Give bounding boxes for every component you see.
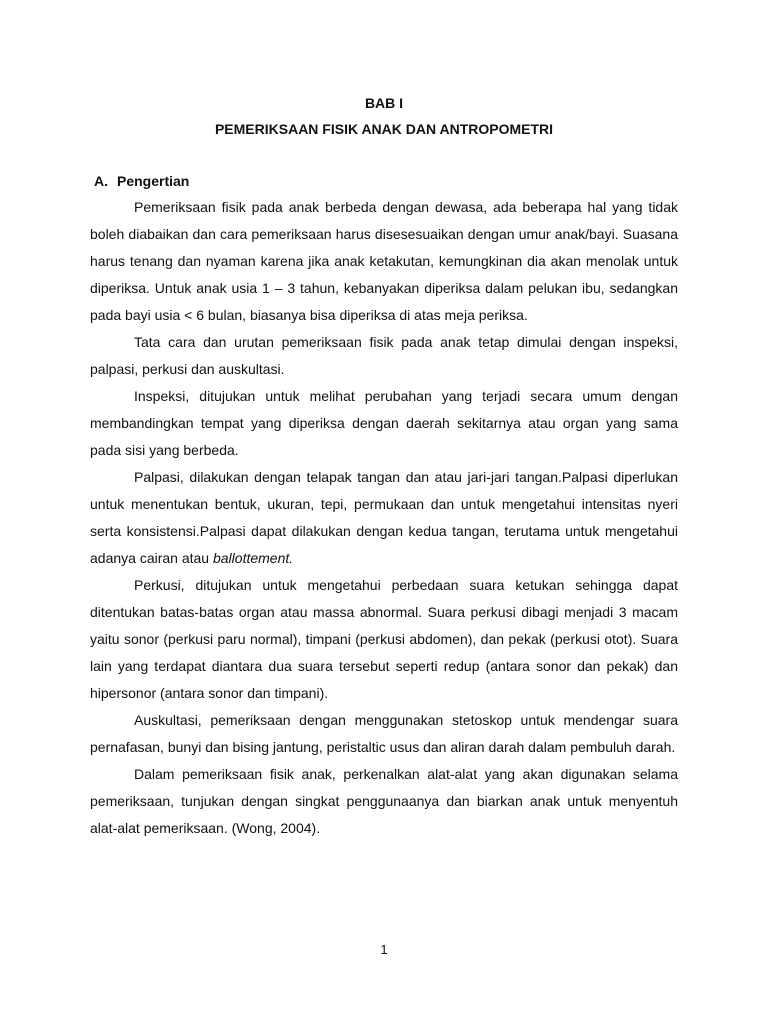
paragraph-palpasi-text: Palpasi, dilakukan dengan telapak tangan dan atau jari-jari tangan.Palpasi diperlukan untuk menentukan bentuk, ukuran, tepi, permukaan dan untuk mengetahui intensitas nyeri serta konsistensi.Palpasi dapat dilakukan dengan kedua tangan, terutama untuk mengetahui adanya cairan atau	[90, 469, 678, 566]
section-title: Pengertian	[117, 173, 190, 189]
paragraph-auskultasi: Auskultasi, pemeriksaan dengan menggunakan stetoskop untuk mendengar suara pernafasan, bunyi dan bising jantung, peristaltic usus dan aliran darah dalam pembuluh darah.	[90, 712, 678, 755]
paragraph-inspeksi: Inspeksi, ditujukan untuk melihat perubahan yang terjadi secara umum dengan membandingkan tempat yang diperiksa dengan daerah sekitarnya atau organ yang sama pada sisi yang berbeda.	[90, 388, 678, 458]
paragraph-palpasi	[90, 464, 678, 572]
paragraph-tata-cara: Tata cara dan urutan pemeriksaan fisik pada anak tetap dimulai dengan inspeksi, palpasi, perkusi dan auskultasi.	[90, 334, 678, 377]
document-page	[90, 90, 678, 842]
chapter-title: PEMERIKSAAN FISIK ANAK DAN ANTROPOMETRI	[214, 121, 554, 137]
paragraph-perkusi: Perkusi, ditujukan untuk mengetahui perbedaan suara ketukan sehingga dapat ditentukan batas-batas organ atau massa abnormal. Suara perkusi dibagi menjadi 3 macam yaitu sonor (perkusi paru normal), timpani (perkusi abdomen), dan pekak (perkusi otot). Suara lain yang terdapat diantara dua suara tersebut seperti redup (antara sonor dan pekak) dan hipersonor (antara sonor dan timpani).	[90, 577, 678, 701]
section-heading	[94, 168, 678, 194]
paragraph-perkenalan-alat: Dalam pemeriksaan fisik anak, perkenalkan alat-alat yang akan digunakan selama pemeriksaan, tunjukan dengan singkat penggunaanya dan biarkan anak untuk menyentuh alat-alat pemeriksaan. (Wong, 2004).	[90, 766, 678, 836]
page-number: 1	[380, 942, 388, 957]
palpasi-italic-term: ballottement.	[212, 550, 294, 566]
paragraph-pengertian: Pemeriksaan fisik pada anak berbeda dengan dewasa, ada beberapa hal yang tidak boleh diabaikan dan cara pemeriksaan harus disesesuaikan dengan umur anak/bayi. Suasana harus tenang dan nyaman karena jika anak ketakutan, kemungkinan dia akan menolak untuk diperiksa. Untuk anak usia 1 – 3 tahun, kebanyakan diperiksa dalam pelukan ibu, sedangkan pada bayi usia < 6 bulan, biasanya bisa diperiksa di atas meja periksa.	[90, 199, 678, 323]
chapter-label: BAB I	[364, 95, 404, 111]
section-letter: A.	[94, 173, 108, 189]
